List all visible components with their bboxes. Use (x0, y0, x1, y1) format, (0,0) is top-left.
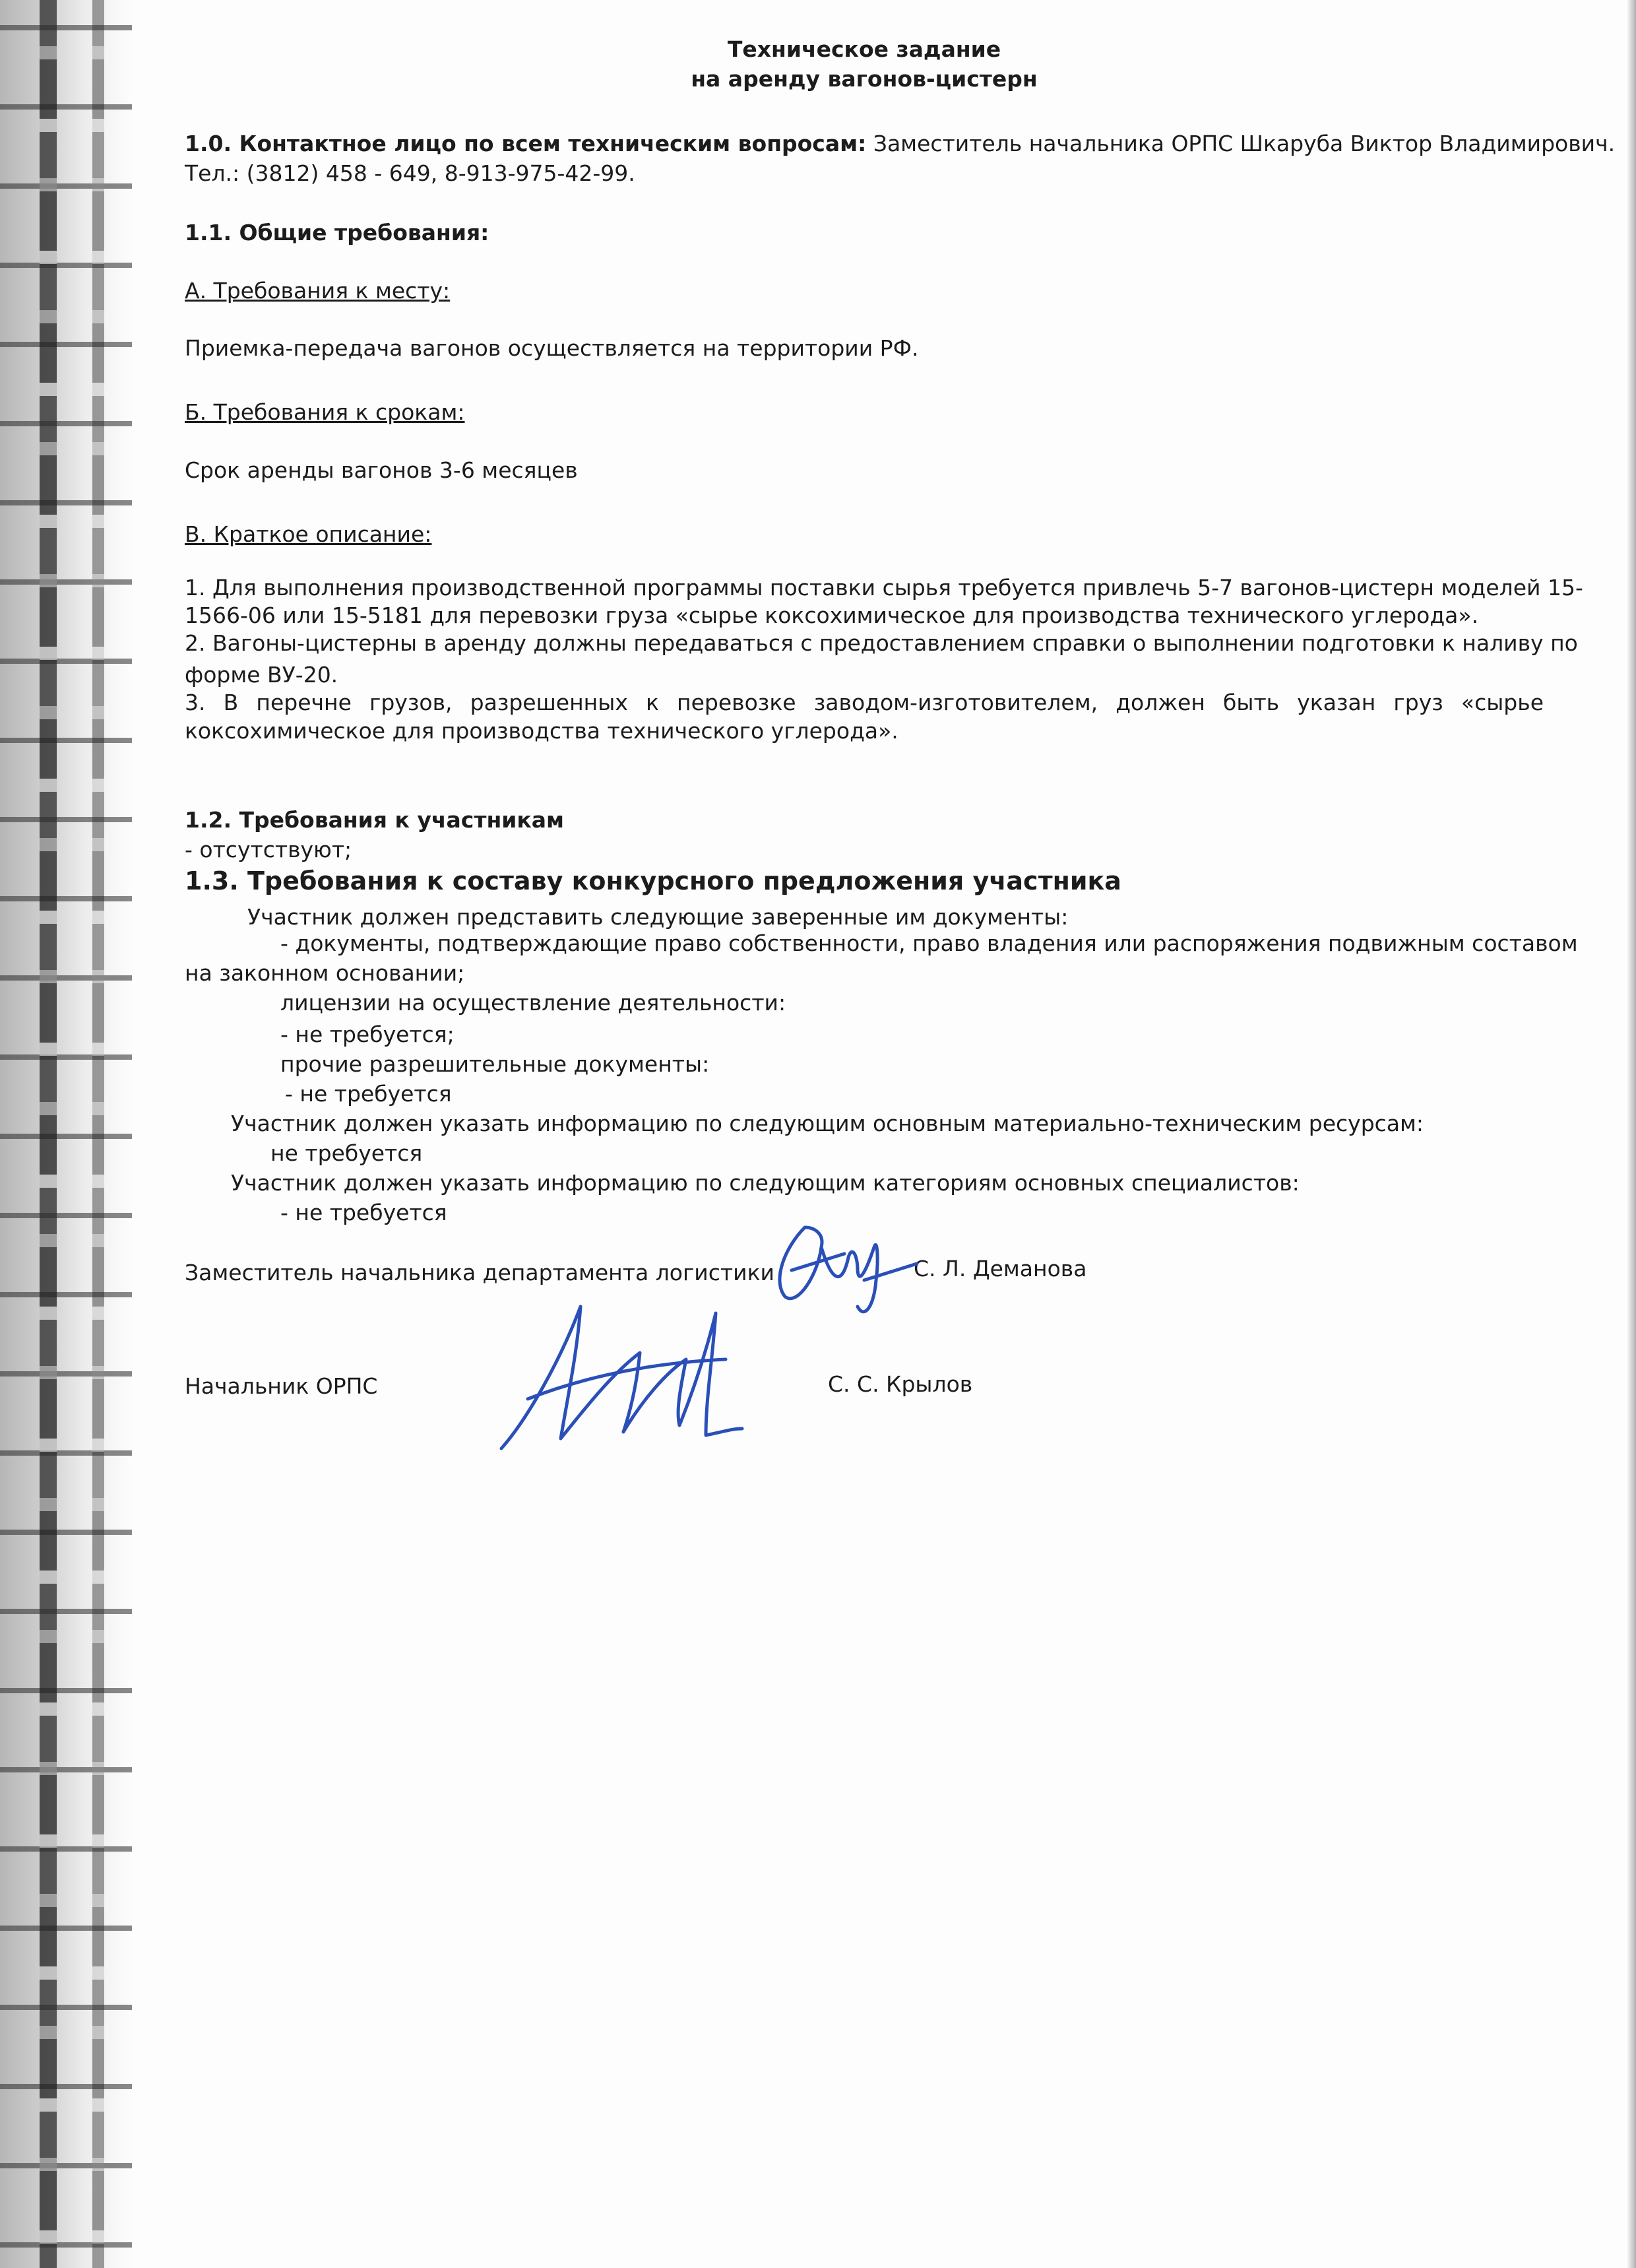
proposal-line: - документы, подтверждающие право собственности, право владения или распоряжения подвижным составом (280, 930, 1578, 956)
proposal-line: прочие разрешительные документы: (280, 1051, 710, 1077)
contact-text: Заместитель начальника ОРПС Шкаруба Виктор Владимирович. (866, 131, 1616, 156)
desc-line: форме ВУ-20. (185, 662, 338, 688)
proposal-line: Участник должен указать информацию по следующим категориям основных специалистов: (231, 1170, 1300, 1196)
doc-title-line1: Техническое задание (727, 36, 1001, 62)
participants-heading: 1.2. Требования к участникам (185, 807, 565, 833)
desc-heading: В. Краткое описание: (185, 521, 432, 547)
signature2-name: С. С. Крылов (828, 1371, 973, 1397)
participants-text: - отсутствуют; (185, 837, 352, 862)
desc-line: 2. Вагоны-цистерны в аренду должны передаваться с предоставлением справки о выполнении подготовки к наливу по (185, 630, 1578, 656)
desc-line: 1566-06 или 15-5181 для перевозки груза «сырье коксохимическое для производства технического углерода». (185, 602, 1479, 628)
handwritten-signature-1 (759, 1208, 930, 1326)
scan-edge-right (1627, 0, 1636, 2268)
place-text: Приемка-передача вагонов осуществляется на территории РФ. (185, 335, 919, 361)
proposal-line: Участник должен представить следующие заверенные им документы: (247, 904, 1069, 930)
proposal-line: лицензии на осуществление деятельности: (280, 990, 786, 1016)
terms-text: Срок аренды вагонов 3-6 месяцев (185, 457, 578, 483)
scan-edge-shadow (0, 0, 132, 2268)
proposal-line: - не требуется (280, 1200, 447, 1225)
doc-title-line2: на аренду вагонов-цистерн (691, 66, 1038, 92)
contact-label: 1.0. Контактное лицо по всем техническим вопросам: (185, 131, 867, 156)
desc-line: коксохимическое для производства технического углерода». (185, 718, 898, 744)
place-heading: А. Требования к месту: (185, 278, 451, 304)
scan-stripe-left (40, 0, 57, 2268)
contact-phone: Тел.: (3812) 458 - 649, 8-913-975-42-99. (185, 160, 635, 186)
contact-line (185, 129, 1615, 158)
proposal-line: Участник должен указать информацию по следующим основным материально-техническим ресурсам: (231, 1111, 1424, 1136)
scan-stripe-inner (92, 0, 104, 2268)
proposal-line: не требуется (270, 1140, 423, 1166)
terms-heading: Б. Требования к срокам: (185, 399, 465, 425)
signature1-position: Заместитель начальника департамента логистики (185, 1260, 774, 1285)
proposal-heading: 1.3. Требования к составу конкурсного предложения участника (185, 866, 1121, 895)
handwritten-signature-2 (488, 1300, 765, 1458)
proposal-line: - не требуется; (280, 1021, 455, 1047)
general-heading: 1.1. Общие требования: (185, 220, 489, 245)
signature1-name: С. Л. Деманова (914, 1256, 1087, 1281)
proposal-line: на законном основании; (185, 960, 465, 986)
desc-line: 1. Для выполнения производственной программы поставки сырья требуется привлечь 5-7 вагонов-цистерн моделей 15- (185, 575, 1583, 600)
signature2-position: Начальник ОРПС (185, 1373, 378, 1399)
desc-line: 3. В перечне грузов, разрешенных к перевозке заводом-изготовителем, должен быть указан груз «сырье (185, 690, 1544, 715)
proposal-line: - не требуется (285, 1081, 452, 1107)
